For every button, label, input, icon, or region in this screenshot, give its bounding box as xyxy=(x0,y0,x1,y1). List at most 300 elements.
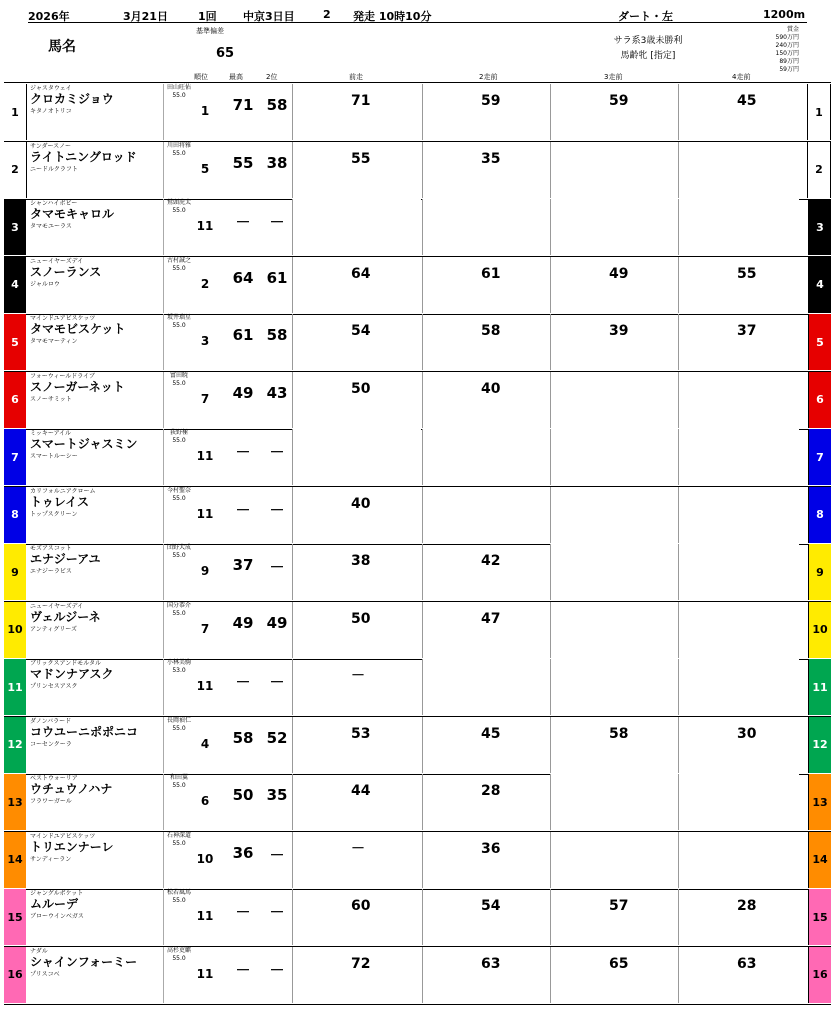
sire: ニューイヤーズデイ xyxy=(30,257,84,265)
horse-number-left: 8 xyxy=(4,487,26,543)
race-figure: － xyxy=(351,668,365,684)
horse-number-right: 10 xyxy=(808,602,831,658)
horse-info xyxy=(28,544,163,600)
previous-race-4 xyxy=(678,774,799,830)
carried-weight: 55.0 xyxy=(172,954,186,962)
carried-weight: 55.0 xyxy=(172,839,186,847)
horse-row xyxy=(4,257,831,315)
previous-race-4 xyxy=(678,257,799,313)
previous-race-2 xyxy=(422,199,551,255)
dam: タマモマーティン xyxy=(30,338,78,345)
previous-race-4 xyxy=(678,889,799,945)
previous-race-3 xyxy=(550,199,679,255)
dam: アンティグリーズ xyxy=(30,625,77,633)
jockey: 田山旺佑 xyxy=(166,84,191,91)
venue-day: 中京3日目 xyxy=(243,10,295,23)
horse-name: ライトニングロッド xyxy=(30,149,137,164)
horse-row xyxy=(4,602,831,660)
carried-weight: 55.0 xyxy=(172,322,186,329)
carried-weight: 55.0 xyxy=(172,897,186,904)
race-figure: 55 xyxy=(737,265,757,282)
dam: プリンセスアスク xyxy=(30,683,78,690)
best-score: 64 xyxy=(232,268,254,287)
race-figure: 30 xyxy=(737,725,757,742)
best-score: － xyxy=(235,443,251,461)
previous-race-3 xyxy=(550,602,679,658)
rank: 2 xyxy=(200,276,210,291)
horse-row xyxy=(4,429,831,487)
horse-number-left: 5 xyxy=(4,314,26,370)
horse-row xyxy=(4,142,831,200)
race-conditions xyxy=(584,34,712,64)
horse-number-right: 8 xyxy=(808,487,831,543)
jockey: 松若風馬 xyxy=(166,889,191,896)
distance: 1200m xyxy=(763,8,806,21)
best-score: 58 xyxy=(232,728,254,747)
race-figure: 59 xyxy=(609,93,629,109)
second-score: － xyxy=(269,558,285,576)
jockey: 長岡禎仁 xyxy=(166,716,191,724)
previous-race-2 xyxy=(422,314,551,370)
sire: ブリックスアンドモルタル xyxy=(30,660,101,667)
best-header: 最高 xyxy=(229,73,243,81)
second-score: － xyxy=(269,443,285,461)
race-figure: 44 xyxy=(351,783,371,799)
jockey-info xyxy=(163,659,194,715)
horse-number-left: 2 xyxy=(4,142,27,198)
previous-race-1 xyxy=(292,947,421,1003)
previous-race-4 xyxy=(678,429,799,485)
best-score: 37 xyxy=(232,556,254,574)
horse-info xyxy=(28,947,163,1003)
jockey-info xyxy=(163,372,194,428)
horse-number-right: 15 xyxy=(808,889,831,945)
previous-race-4 xyxy=(678,544,799,600)
track: ダート・左 xyxy=(618,10,673,23)
previous-race-3 xyxy=(550,889,679,945)
previous-race-2 xyxy=(422,84,551,140)
prize-2: 240万円 xyxy=(775,42,799,49)
sire: シャンハイボビー xyxy=(30,200,78,207)
previous-race-3 xyxy=(550,774,679,830)
jockey: 富田暁 xyxy=(169,371,188,379)
rank: 10 xyxy=(196,851,214,866)
rank: 11 xyxy=(196,966,214,981)
race-number: 2 xyxy=(323,8,331,21)
race-figure: 28 xyxy=(737,898,757,914)
horse-row xyxy=(4,199,831,257)
previous-race-3 xyxy=(550,659,679,715)
sire: ダノンバラード xyxy=(30,717,72,725)
rank: 1 xyxy=(200,104,210,118)
horse-number-left: 11 xyxy=(4,659,26,715)
carried-weight: 55.0 xyxy=(172,92,186,99)
race-figure: 58 xyxy=(609,725,629,742)
previous-race-3 xyxy=(550,429,679,485)
year: 2026年 xyxy=(28,10,70,23)
horse-name: ヴェルジーネ xyxy=(30,609,101,624)
horse-number-left: 13 xyxy=(4,774,26,830)
previous-race-1 xyxy=(292,832,421,888)
horse-number-right: 9 xyxy=(808,544,831,600)
race-figure: 39 xyxy=(609,323,629,339)
horse-name: クロカミジョウ xyxy=(30,92,114,106)
jockey: 小林美駒 xyxy=(166,659,191,666)
horse-name: エナジーアユ xyxy=(30,552,101,566)
race-figure: 63 xyxy=(737,955,757,972)
best-score: 49 xyxy=(232,613,254,632)
horse-info xyxy=(28,659,163,715)
horse-info xyxy=(28,314,163,370)
horse-row xyxy=(4,947,831,1005)
horse-row xyxy=(4,832,831,890)
rank: 11 xyxy=(196,909,214,923)
race-figure: 45 xyxy=(737,93,757,109)
previous-race-2 xyxy=(422,889,551,945)
horse-info xyxy=(28,602,163,658)
race-figure: 40 xyxy=(481,380,501,397)
horse-number-left: 12 xyxy=(4,717,26,773)
previous-race-3 xyxy=(550,142,679,198)
best-score: － xyxy=(235,960,251,979)
best-score: － xyxy=(235,673,251,691)
previous-race-1 xyxy=(292,199,421,255)
race-figure: 54 xyxy=(351,323,371,339)
race-figure: 60 xyxy=(351,898,371,914)
previous-race-1 xyxy=(292,889,421,945)
horse-number-right: 2 xyxy=(807,142,831,198)
dam: ジャルロウ xyxy=(30,280,60,288)
rank-header: 順位 xyxy=(194,73,208,81)
column-header xyxy=(4,24,831,83)
race-header xyxy=(28,8,807,23)
jockey: 石神深道 xyxy=(166,831,191,839)
sire: フォーウィールドライブ xyxy=(30,372,95,380)
previous-race-2 xyxy=(422,774,551,830)
race-figure: 59 xyxy=(481,93,501,109)
rank: 6 xyxy=(200,794,210,808)
second-score: 49 xyxy=(266,613,288,632)
second-score: 38 xyxy=(266,153,288,172)
previous-race-2 xyxy=(422,429,551,485)
prize-4: 89万円 xyxy=(779,58,799,65)
carried-weight: 53.0 xyxy=(172,667,186,674)
horse-name: タマモビスケット xyxy=(30,322,126,336)
jockey-info xyxy=(163,257,194,313)
race-figure: 65 xyxy=(609,955,629,972)
race-figure: 50 xyxy=(351,610,371,627)
sire: ジャングルポケット xyxy=(30,890,84,897)
previous-race-2 xyxy=(422,487,551,543)
race-figure: 58 xyxy=(481,323,501,339)
previous-race-1 xyxy=(292,429,421,485)
horse-row xyxy=(4,774,831,832)
jockey-info xyxy=(163,429,194,485)
dam: スノーサミット xyxy=(30,395,72,403)
race-figure: 54 xyxy=(481,898,501,914)
previous-race-3 xyxy=(550,487,679,543)
race-figure: 28 xyxy=(481,783,501,799)
race-figure: 64 xyxy=(351,265,371,282)
best-score: 36 xyxy=(232,843,254,862)
previous-race-3 xyxy=(550,717,679,773)
horse-info xyxy=(28,487,163,543)
carried-weight: 55.0 xyxy=(172,379,186,387)
second-score: － xyxy=(269,845,285,864)
jockey: 和田翼 xyxy=(169,774,188,781)
jockey-info xyxy=(163,602,194,658)
best-score: 50 xyxy=(232,786,254,804)
previous-race-4 xyxy=(678,314,799,370)
horse-number-left: 9 xyxy=(4,544,26,600)
sire: ナダル xyxy=(30,947,48,955)
race-figure: 72 xyxy=(351,955,371,972)
jockey: 古村誠之 xyxy=(166,256,191,264)
horse-info xyxy=(28,372,163,428)
jockey: 坂井瑠星 xyxy=(166,314,191,321)
dam: トップスクリーン xyxy=(30,510,78,518)
prev2-header: 2走前 xyxy=(479,73,498,81)
previous-race-1 xyxy=(292,487,421,543)
race-figure: 71 xyxy=(351,93,371,109)
sire: ミッキーアイル xyxy=(30,430,72,437)
horse-number-left: 6 xyxy=(4,372,26,428)
prize-list xyxy=(739,26,799,74)
race-figure: 47 xyxy=(481,610,501,627)
horse-name: スノーガーネット xyxy=(30,379,125,394)
previous-race-3 xyxy=(550,947,679,1003)
previous-race-1 xyxy=(292,659,421,715)
horse-info xyxy=(28,84,163,140)
race-condition: 馬齢牝 [指定] xyxy=(620,51,676,61)
sire: ジャスタウェイ xyxy=(30,85,72,92)
carried-weight: 55.0 xyxy=(172,724,186,732)
horse-row xyxy=(4,717,831,775)
previous-race-3 xyxy=(550,372,679,428)
std-value: 65 xyxy=(216,46,235,61)
horse-number-right: 11 xyxy=(808,659,831,715)
race-figure: 38 xyxy=(351,553,371,569)
previous-race-3 xyxy=(550,257,679,313)
race-figure: 63 xyxy=(481,955,501,972)
best-score: － xyxy=(235,500,251,519)
horse-info xyxy=(28,889,163,945)
horse-info xyxy=(28,142,163,198)
race-figure: 35 xyxy=(481,150,501,167)
horse-info xyxy=(28,257,163,313)
second-score: － xyxy=(269,673,285,691)
horse-number-left: 7 xyxy=(4,429,26,485)
prev3-header: 3走前 xyxy=(604,73,623,81)
previous-race-1 xyxy=(292,84,421,140)
jockey: 高杉吏麒 xyxy=(166,946,191,954)
jockey: 川田将雅 xyxy=(166,141,191,149)
rank: 7 xyxy=(200,391,210,406)
horse-number-right: 14 xyxy=(808,832,831,888)
horse-number-left: 16 xyxy=(4,947,26,1003)
horse-name: スマートジャスミン xyxy=(30,437,138,451)
sire: サンダースノー xyxy=(30,142,71,150)
dam: サンディーラン xyxy=(30,855,72,863)
post-time: 発走 10時10分 xyxy=(353,10,432,23)
horse-name: ムルーデ xyxy=(30,897,79,911)
previous-race-2 xyxy=(422,257,551,313)
horse-row xyxy=(4,889,831,947)
second-score: － xyxy=(269,903,285,921)
horse-info xyxy=(28,429,163,485)
horse-number-left: 3 xyxy=(4,199,26,255)
rank: 5 xyxy=(200,161,210,176)
jockey-info xyxy=(163,544,194,600)
rank: 11 xyxy=(196,449,214,463)
race-figure: 42 xyxy=(481,553,501,569)
horse-number-left: 15 xyxy=(4,889,26,945)
previous-race-2 xyxy=(422,142,551,198)
horse-row xyxy=(4,659,831,717)
sire: カリフォルニアクローム xyxy=(30,487,96,495)
rank: 11 xyxy=(196,679,214,693)
race-class: サラ系3歳未勝利 xyxy=(613,36,683,46)
round: 1回 xyxy=(198,10,217,23)
race-figure: 53 xyxy=(351,725,371,742)
horse-row xyxy=(4,314,831,372)
previous-race-1 xyxy=(292,602,421,658)
horse-number-left: 14 xyxy=(4,832,26,888)
carried-weight: 55.0 xyxy=(172,149,186,157)
previous-race-4 xyxy=(678,142,799,198)
sire: モズアスコット xyxy=(30,545,72,552)
race-figure: 55 xyxy=(351,150,371,167)
previous-race-2 xyxy=(422,602,551,658)
previous-race-2 xyxy=(422,717,551,773)
second-header: 2位 xyxy=(266,73,278,81)
previous-race-4 xyxy=(678,832,799,888)
horse-number-left: 10 xyxy=(4,602,26,658)
previous-race-3 xyxy=(550,544,679,600)
second-score: 52 xyxy=(266,728,288,747)
date: 3月21日 xyxy=(123,10,168,23)
horse-name: スノーランス xyxy=(30,264,102,279)
previous-race-4 xyxy=(678,84,799,140)
dam: スマートルーシー xyxy=(30,453,78,460)
dam: タマモユーラス xyxy=(30,223,72,230)
jockey-info xyxy=(163,142,194,198)
sire: ニューイヤーズデイ xyxy=(30,602,84,610)
second-score: 58 xyxy=(266,96,288,114)
second-score: 35 xyxy=(266,786,288,804)
previous-race-3 xyxy=(550,832,679,888)
horse-number-right: 3 xyxy=(808,199,831,255)
previous-race-2 xyxy=(422,947,551,1003)
jockey-info xyxy=(163,314,194,370)
horse-number-right: 13 xyxy=(808,774,831,830)
horse-info xyxy=(28,717,163,773)
horse-number-right: 4 xyxy=(808,257,831,313)
jockey-info xyxy=(163,774,194,830)
horse-name: タマモキャロル xyxy=(30,207,115,221)
rank: 11 xyxy=(196,219,214,233)
second-score: － xyxy=(269,213,285,231)
jockey-info xyxy=(163,199,194,255)
prev4-header: 4走前 xyxy=(732,73,751,81)
dam: コーセンクーラ xyxy=(30,740,72,748)
horse-row xyxy=(4,372,831,430)
horse-number-right: 6 xyxy=(808,372,831,428)
prize-3: 150万円 xyxy=(775,50,799,57)
std-label: 基準偏差 xyxy=(196,27,224,35)
carried-weight: 55.0 xyxy=(172,207,186,214)
previous-race-3 xyxy=(550,314,679,370)
horse-name: マドンナアスク xyxy=(30,667,114,681)
rank: 4 xyxy=(200,736,210,751)
sire: マインドユアビスケッツ xyxy=(30,832,96,840)
best-score: 49 xyxy=(232,383,254,402)
horse-number-right: 7 xyxy=(808,429,831,485)
carried-weight: 55.0 xyxy=(172,437,186,444)
prize-1: 590万円 xyxy=(775,34,799,41)
sire: ベストウォーリア xyxy=(30,775,78,782)
previous-race-1 xyxy=(292,372,421,428)
previous-race-1 xyxy=(292,544,421,600)
jockey: 国分恭介 xyxy=(166,601,191,609)
previous-race-4 xyxy=(678,199,799,255)
carried-weight: 55.0 xyxy=(172,264,186,272)
jockey: 荻野極 xyxy=(169,429,188,436)
rank: 7 xyxy=(200,621,210,636)
rank: 9 xyxy=(200,564,210,578)
race-figure: 45 xyxy=(481,725,501,742)
horse-name: ウチュウノハナ xyxy=(30,782,113,796)
jockey-info xyxy=(163,84,194,140)
horse-number-right: 5 xyxy=(808,314,831,370)
prize-label: 賞金 xyxy=(786,26,799,33)
previous-race-1 xyxy=(292,774,421,830)
previous-race-1 xyxy=(292,142,421,198)
race-figure: 57 xyxy=(609,898,629,914)
horse-info xyxy=(28,832,163,888)
race-figure: 61 xyxy=(481,265,501,282)
horse-row xyxy=(4,84,831,142)
horse-name: コウユーニポポニコ xyxy=(30,724,139,739)
horse-row xyxy=(4,544,831,602)
horse-number-left: 1 xyxy=(4,84,27,140)
second-score: － xyxy=(269,500,285,519)
jockey-info xyxy=(163,487,194,543)
horse-name: トゥレイス xyxy=(30,494,89,509)
previous-race-1 xyxy=(292,314,421,370)
jockey-info xyxy=(163,832,194,888)
jockey: 今村聖奈 xyxy=(166,486,191,494)
jockey: 鷲頭虎太 xyxy=(166,199,191,206)
jockey-info xyxy=(163,947,194,1003)
horse-number-right: 16 xyxy=(808,947,831,1003)
race-figure: 40 xyxy=(351,495,371,512)
previous-race-4 xyxy=(678,947,799,1003)
race-figure: － xyxy=(351,840,365,857)
rank: 3 xyxy=(200,334,210,348)
previous-race-4 xyxy=(678,659,799,715)
jockey-info xyxy=(163,889,194,945)
horse-number-right: 12 xyxy=(808,717,831,773)
sire: マインドユアビスケッツ xyxy=(30,315,96,322)
horse-info xyxy=(28,774,163,830)
dam: ニードルクラフト xyxy=(30,165,78,173)
previous-race-1 xyxy=(292,717,421,773)
dam: フラワーガール xyxy=(30,798,72,805)
previous-race-4 xyxy=(678,602,799,658)
race-figure: 49 xyxy=(609,265,629,282)
race-figure: 36 xyxy=(481,840,501,857)
